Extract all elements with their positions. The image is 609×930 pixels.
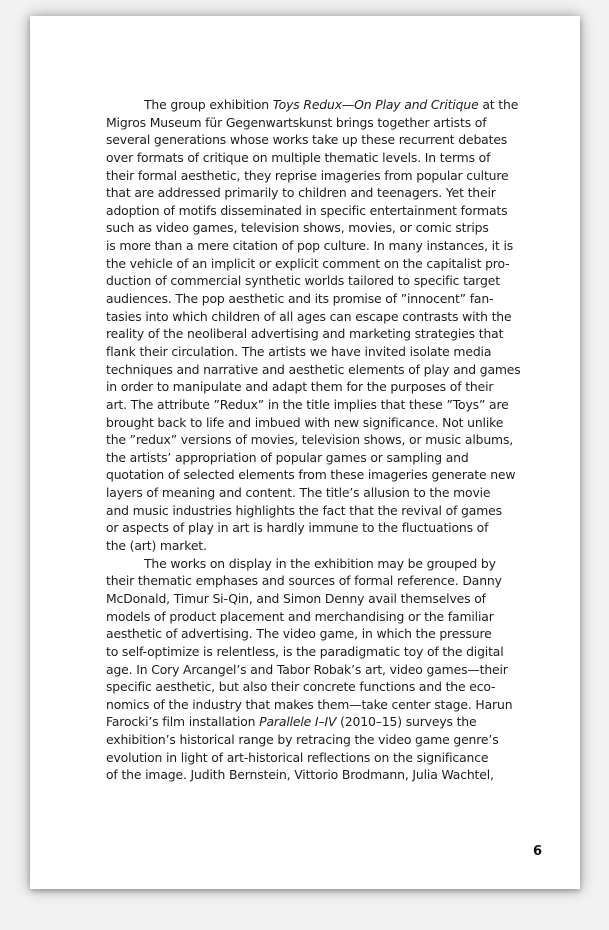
text-segment: exhibition’s historical range by retracing the video game genre’s	[106, 732, 499, 748]
text-segment: The works on display in the exhibition may be grouped by	[144, 555, 496, 571]
body-text	[106, 96, 546, 784]
text-line	[106, 749, 546, 767]
text-line	[106, 361, 546, 379]
text-line	[106, 590, 546, 608]
text-line	[106, 114, 546, 132]
text-segment: nomics of the industry that makes them—take center stage. Harun	[106, 696, 513, 712]
text-line	[106, 555, 546, 573]
text-line	[106, 272, 546, 290]
text-line	[106, 661, 546, 679]
page-number: 6	[532, 844, 542, 859]
text-segment: Farocki’s film installation	[106, 714, 260, 730]
text-segment: (2010–15) surveys the	[336, 714, 477, 730]
text-segment: the ”redux” versions of movies, television shows, or music albums,	[106, 432, 514, 448]
italic-title: Toys Redux—On Play and Critique	[272, 97, 479, 112]
text-line	[106, 625, 546, 643]
text-segment: and music industries highlights the fact that the revival of games	[106, 502, 502, 518]
text-segment: that are addressed primarily to children and teenagers. Yet their	[106, 185, 496, 201]
text-line	[106, 537, 546, 555]
text-segment: age. In Cory Arcangel’s and Tabor Robak’s art, video games—their	[106, 661, 508, 677]
text-line	[106, 325, 546, 343]
text-line	[106, 466, 546, 484]
text-segment: layers of meaning and content. The title’s allusion to the movie	[106, 485, 491, 501]
text-line	[106, 202, 546, 220]
text-segment: their formal aesthetic, they reprise imageries from popular culture	[106, 167, 509, 183]
text-segment: reality of the neoliberal advertising and marketing strategies that	[106, 326, 504, 342]
text-line	[106, 343, 546, 361]
text-line	[106, 378, 546, 396]
text-line	[106, 678, 546, 696]
text-segment: several generations whose works take up these recurrent debates	[106, 132, 508, 148]
text-segment: such as video games, television shows, movies, or comic strips	[106, 220, 489, 236]
text-segment: tasies into which children of all ages can escape contrasts with the	[106, 308, 512, 324]
text-segment: McDonald, Timur Si-Qin, and Simon Denny avail themselves of	[106, 590, 486, 606]
text-line	[106, 731, 546, 749]
text-line	[106, 290, 546, 308]
text-line	[106, 696, 546, 714]
text-segment: The group exhibition	[144, 97, 273, 112]
text-segment: is more than a mere citation of pop culture. In many instances, it is	[106, 238, 514, 254]
text-segment: models of product placement and merchandising or the familiar	[106, 608, 494, 624]
text-line	[106, 414, 546, 432]
text-segment: over formats of critique on multiple thematic levels. In terms of	[106, 149, 491, 165]
text-segment: art. The attribute ”Redux” in the title implies that these ”Toys” are	[106, 396, 509, 412]
text-line	[106, 431, 546, 449]
text-line	[106, 184, 546, 202]
text-line	[106, 308, 546, 326]
text-segment: of the image. Judith Bernstein, Vittorio Brodmann, Julia Wachtel,	[106, 767, 494, 783]
text-segment: evolution in light of art-historical reflections on the significance	[106, 749, 489, 765]
text-segment: flank their circulation. The artists we have invited isolate media	[106, 343, 492, 359]
text-line	[106, 484, 546, 502]
text-segment: their thematic emphases and sources of formal reference. Danny	[106, 573, 502, 589]
text-segment: audiences. The pop aesthetic and its promise of ”innocent” fan-	[106, 291, 494, 307]
text-segment: the artists’ appropriation of popular games or sampling and	[106, 449, 469, 465]
text-segment: in order to manipulate and adapt them for the purposes of their	[106, 379, 494, 395]
paragraph	[106, 555, 546, 784]
text-segment: adoption of motifs disseminated in specific entertainment formats	[106, 202, 508, 218]
text-line	[106, 219, 546, 237]
paragraph	[106, 96, 546, 555]
text-line	[106, 449, 546, 467]
text-line	[106, 766, 546, 784]
italic-title: Parallele I–IV	[259, 714, 337, 730]
text-line	[106, 502, 546, 520]
text-line	[106, 131, 546, 149]
text-segment: Migros Museum für Gegenwartskunst brings together artists of	[106, 114, 487, 130]
text-segment: techniques and narrative and aesthetic elements of play and games	[106, 361, 521, 377]
book-page	[30, 16, 580, 889]
text-line	[106, 643, 546, 661]
text-segment: quotation of selected elements from these imageries generate new	[106, 467, 516, 483]
text-line	[106, 396, 546, 414]
text-segment: specific aesthetic, but also their concrete functions and the eco-	[106, 679, 496, 695]
text-line	[106, 149, 546, 167]
text-segment: aesthetic of advertising. The video game, in which the pressure	[106, 626, 492, 642]
text-line	[106, 608, 546, 626]
text-segment: at the	[478, 97, 519, 112]
text-line	[106, 167, 546, 185]
text-segment: or aspects of play in art is hardly immune to the fluctuations of	[106, 520, 489, 536]
text-line	[106, 519, 546, 537]
text-segment: the vehicle of an implicit or explicit comment on the capitalist pro-	[106, 255, 510, 271]
text-line	[106, 237, 546, 255]
text-line	[106, 572, 546, 590]
text-segment: to self-optimize is relentless, is the paradigmatic toy of the digital	[106, 643, 504, 659]
text-line	[106, 255, 546, 273]
text-segment: brought back to life and imbued with new significance. Not unlike	[106, 414, 504, 430]
text-segment: duction of commercial synthetic worlds tailored to specific target	[106, 273, 500, 289]
text-line	[106, 96, 546, 114]
text-line	[106, 713, 546, 731]
text-segment: the (art) market.	[106, 538, 207, 554]
